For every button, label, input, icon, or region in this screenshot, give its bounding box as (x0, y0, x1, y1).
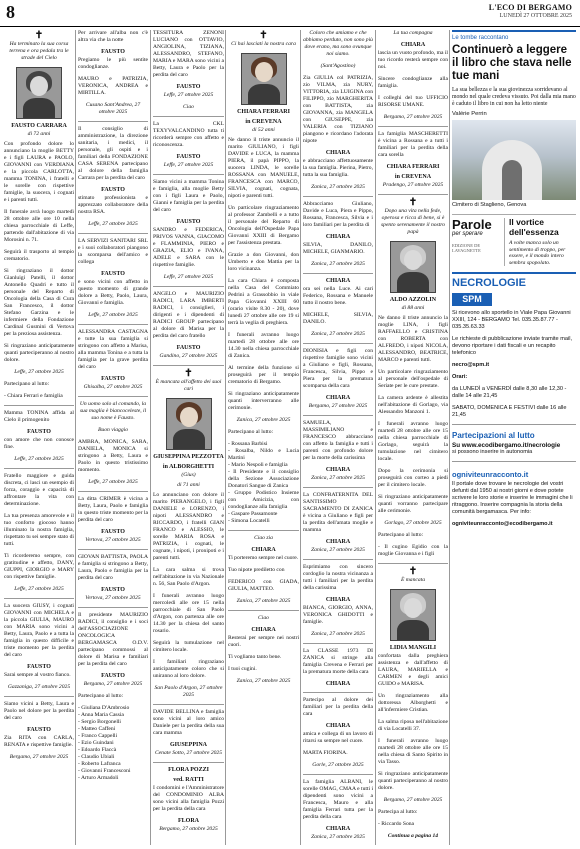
notice-date: Leffe, 27 ottobre 2025 (163, 274, 214, 280)
condolence-text: con amore che non conosce fine. (4, 437, 74, 450)
list-item: - Il cugino Egidio con la moglie Giovanna e i figli (378, 544, 448, 557)
notice-date: Gorle, 27 ottobre 2025 (312, 762, 364, 768)
condolence-text: Ciao (258, 615, 269, 621)
obituary-text: I funerali avranno luogo martedì 28 ottobre alle ore 15 nella chiesa parrocchiale di Gorlago, seguirà la tumulazione nel cimitero locale. (378, 421, 448, 462)
column-divider (150, 30, 151, 845)
obituary-text: La cara salma si trova nell'abitazione in via Nazionale n. 56, San Paolo d'Argon. (153, 567, 224, 587)
condolence-name: FAUSTO (27, 727, 51, 733)
obituary-text: Seguirà la tumulazione nel cimitero locale. (153, 640, 224, 653)
obituary-text: Al termine della funzione si proseguirà per il tempio crematorio di Bergamo. (228, 365, 299, 385)
parole-edition: EDIZIONE DE LAVAGNETTE (452, 243, 481, 253)
header-right (489, 3, 572, 21)
condolence-text: Sarai sempre al vostro fianco. (4, 672, 71, 678)
notice-date: Vertova, 27 ottobre 2025 (85, 537, 141, 543)
column-1 (4, 30, 74, 845)
condolence-name: FAUSTO (27, 664, 51, 670)
notice-date: Zanica, 27 ottobre 2025 (311, 184, 365, 190)
condolence-text: Il consiglio di amministrazione, la direzione sanitaria, i medici, il personale, gli ospiti e i familiari della FONDAZIONE CASA SERENA partecipano al dolore della famiglia Carrara per la perdita del caro (78, 126, 148, 181)
deceased-age: di 88 anni (401, 305, 425, 311)
page-header (0, 0, 580, 27)
parole-subheading: per sperare (452, 231, 483, 237)
column-4 (228, 30, 299, 845)
divider (228, 530, 299, 531)
divider (78, 233, 148, 234)
obituary-text: Con profondo dolore lo annunciano la moglie BETTY e i figli LAURA e PAOLO, GIOVANNI con VERDIANA e la piccola CARLOTTA, mamma TONINA, i fratelli e le sorelle con rispettive famiglie, la suocera, i cognati e i parenti tutti. (4, 141, 74, 203)
notice-date: Bergamo, 27 ottobre 2025 (159, 826, 218, 832)
notice-date: Cenate Sotto, 27 ottobre 2025 (154, 750, 223, 756)
quote-sign: Buon viaggio (98, 427, 128, 433)
notice-date: Leffe, 27 ottobre 2025 (88, 221, 138, 227)
list-item: - Giuliana D'Ambrosio (78, 705, 130, 711)
hours-weekdays: da LUNEDÌ a VENERDÌ dalle 8,30 alle 12,30 - dalle 14 alle 21,45 (452, 386, 567, 400)
column-divider (300, 30, 301, 845)
divider (153, 762, 224, 763)
necrologie-heading: NECROLOGIE (452, 272, 576, 289)
condolence-text: lascia un vuoto profondo, ma il tuo ricordo resterà sempre con noi. (378, 50, 448, 70)
obituary-text: - Chiara Ferrari e famiglia (4, 393, 63, 399)
condolence-text: ALESSANDRA CASTAGNA e tutte la sua famiglia si stringono con affetto a Marisa, alla mamma Tonina e a tutta la famiglia per la grave perdita del caro (78, 329, 148, 370)
obituary-intro: Ci hai lasciati la nostra cara (231, 41, 296, 47)
list-item: - Franco Cappelli (78, 733, 118, 739)
condolence-text: DIONISIA e figli con rispettive famiglie sono vicini a Giuliano e figli, Rossana, Francesca, Silvia, Pippo e Piera per la prematura scomparsa della cara (303, 348, 373, 389)
divider (303, 273, 373, 274)
divider (153, 704, 224, 705)
divider (303, 774, 373, 775)
obituary-text: Il funerale avrà luogo martedì 28 ottobre alle ore 10 nella chiesa parrocchiale di Leffe, partendo dall'abitazione di via Morosini n. 71. (4, 209, 74, 243)
hours-title: Orari: (452, 374, 468, 381)
column-divider (375, 30, 376, 845)
deceased-age: di 52 anni (252, 127, 275, 133)
condolence-name: CHIARA (251, 547, 276, 553)
notice-date: Gazzaniga, 27 ottobre 2025 (7, 684, 71, 690)
condolence-text: LA SERVIZI SANITARI SRL e i suoi collaboratori piangono la scomparsa dell'amico e collega (78, 238, 148, 265)
list-item: - Ezio Guindani (78, 740, 114, 746)
column-divider (449, 30, 450, 845)
obituary-text: Ne danno il triste annuncio il marito GIULIANO, i figli DAVIDE e LUCA, la mamma PIERA, il papà PIPPO, la suocera LINDA, le sorelle ROSSANA con MANUELE, FRANCESCA con MARCO, SILVIA, cognati, cognata, nipoti e parenti tutti. (228, 137, 299, 199)
obituary-text: Un particolare ringraziamento al personale dell'ospedale di Seriate per le cure prestate. (378, 369, 448, 389)
column-3 (153, 30, 224, 845)
divider (153, 174, 224, 175)
condolence-text: Partecipo al dolore dei familiari per la perdita della cara (303, 697, 373, 717)
deceased-name-married: in ALBORGHETTI (162, 464, 215, 470)
notice-date: Zanica, 27 ottobre 2025 (311, 475, 365, 481)
column-6 (378, 30, 448, 845)
cross-icon: ✝ (408, 197, 418, 208)
condolence-text: La CLASSE 1973 DI ZANICA si stringe alla famiglia Crevena e Ferrari per la prematura morte della cara (303, 648, 373, 675)
condolence-text: I colleghi del tuo UFFICIO RISORSE UMANE. (378, 95, 448, 108)
notice-date: Zanica, 27 ottobre 2025 (311, 834, 365, 840)
deceased-photo (16, 67, 62, 119)
list-title: Partecipano al lutto: (228, 429, 274, 435)
list-title: Partecipano al lutto: (378, 532, 424, 538)
notice-date: Zanica, 27 ottobre 2025 (236, 598, 291, 604)
page-number: 8 (6, 2, 15, 22)
condolence-quote: Coloro che amiamo e che abbiamo perduto, non sono più dove erano, ma sono ovunque noi siamo. (303, 30, 373, 57)
condolence-text: DAVIDE BELLINA e famiglia sono vicini al loro amico Daniele per la perdita della sua cara mamma (153, 709, 224, 736)
divider (303, 196, 373, 197)
list-item: - Matteo Caffeni (78, 726, 116, 732)
condolence-text: Zia RITA con CARLA, RENATA e rispettive famiglie. (4, 735, 74, 748)
condolence-text: Ti vogliamo tanto bene. (228, 654, 282, 660)
list-item: - Riccardo Sona (378, 821, 415, 827)
condolence-name: CHIARA (325, 597, 351, 603)
condolence-name: FAUSTO (101, 271, 125, 277)
condolence-name: CHIARA (325, 681, 351, 687)
notice-date: Cusano Sant'Andrea, 27 ottobre 2025 (85, 102, 141, 115)
divider (78, 396, 148, 397)
parole-box (452, 214, 576, 266)
obituary-text: La cara Chiara è composta nella Casa del Commiato Pedrinì a Grassobbio in viale Papa Giovanni XXIII 60 (orario visite 8.30 - 20), dove lunedì 27 ottobre alle ore 19 si terrà la veglia di preghiera. (228, 278, 299, 326)
condolence-text: ora sei nella Luce. Ai cari Federico, Rossana e Manuele tutto il nostro bene. (303, 286, 373, 306)
condolence-name: CHIARA (325, 278, 351, 284)
divider (153, 116, 224, 117)
deceased-photo (390, 589, 436, 641)
deceased-photo (241, 53, 287, 105)
condolence-text: stimato professionista e apprezzato collaboratore della nostra RSA. (78, 195, 148, 215)
obituary-text: La salma riposa nell'abitazione di via Locatelli 37. (378, 719, 448, 732)
condolence-quote: Un uomo solo al comando, la sua maglia è biancoceleste, il suo nome è Fausto. (79, 401, 147, 421)
divider (4, 405, 74, 406)
divider (303, 692, 373, 693)
notice-date: Zanica, 27 ottobre 2025 (311, 631, 365, 637)
notice-date: Zanica, 27 ottobre 2025 (236, 678, 291, 684)
obituary-intro: Ha terminato la sua corsa terrena e ora pedala tra le strade del Cielo (9, 41, 69, 61)
obituary-text: Partecipano al lutto: (4, 381, 50, 387)
mail-info: Le richieste di pubblicazione inviate tramite mail, devono riportare i dati fiscali e un recapito telefonico (452, 336, 573, 357)
cemetery-photo (452, 120, 576, 200)
deceased-name: GIUSEPPINA PEZZOTTA (153, 454, 224, 460)
condolence-text: Abbracciamo Giuliano, Davide e Luca, Piera e Pippo, Rossana, Francesca, Silvia e i loro familiari per la perdita di (303, 201, 373, 228)
cross-icon: ✝ (34, 30, 44, 41)
condolence-name: FLORA (178, 818, 199, 824)
list-item: - Anna Maria Cassia (78, 712, 124, 718)
deceased-name-married: in CREVENA (245, 119, 282, 125)
deceased-name: LIDIA MANGILI (389, 645, 437, 651)
condolence-text: La famiglia ALBANI, le sorelle OMAG, CMAA e tutti i dipendenti sono vicini a Francesca, Mauro e alla famiglia Ferrari tutta per la perdita della cara (303, 779, 373, 820)
condolence-sign: Ciao (183, 104, 194, 110)
list-item: - Rossana Barbisi (228, 441, 268, 447)
parole-quote: A volte manca solo un sentimento di troppo, per essere, e il mondo intero sembra spopolato. (509, 240, 566, 266)
deceased-photo (390, 241, 436, 293)
divider (4, 696, 74, 697)
cross-icon: ✝ (184, 368, 193, 379)
condolence-name: FAUSTO (101, 187, 125, 193)
condolence-name: CHIARA (325, 467, 351, 473)
notice-date: Gorlago, 27 ottobre 2025 (384, 520, 442, 526)
notice-date: Leffe, 27 ottobre 2025 (14, 456, 64, 462)
divider (78, 324, 148, 325)
column-2 (78, 30, 148, 845)
obituary-text: Grazie a don Giovanni, don Umberto e don Mattia per la loro vicinanza. (228, 252, 299, 272)
list-title: Partecipa al lutto: (378, 809, 418, 815)
notice-date: Zanica, 27 ottobre 2025 (311, 547, 365, 553)
notice-date: Bergamo, 27 ottobre 2025 (383, 114, 443, 120)
obituary-text: Dopo la cerimonia si proseguirà con corteo a piedi per il cimitero locale. (378, 468, 448, 488)
condolence-text: Siamo vicini a Betty, Laura e Paolo nel dolore per la perdita del caro (4, 701, 74, 721)
divider (378, 563, 448, 564)
condolence-text: La CONFRATERNITA DEL SANTISSIMO SACRAMENTO DI ZANICA è vicina a Giuliano e figli per la perdita dell'amata moglie e mamma (303, 492, 373, 533)
notice-date: San Paolo d'Argon, 27 ottobre 2025 (154, 685, 223, 698)
condolence-text: SAMUELA, MASSIMILIANO e FRANCESCO abbracciano con affetto la famiglia e tutti i parenti con profondo dolore per la morte della carissima (303, 420, 373, 461)
notice-date: Leffe, 27 ottobre 2025 (14, 586, 64, 592)
obituary-text: I funerali avranno luogo martedì 28 ottobre alle ore 14.30 nella chiesa parrocchiale di Zanica. (228, 332, 299, 359)
divider (378, 126, 448, 127)
condolence-name: CHIARA (251, 627, 276, 633)
condolence-name: CHIARA (325, 539, 351, 545)
condolence-name: FAUSTO (101, 587, 125, 593)
obituary-text: Seguirà il trasporto al tempio crematorio. (4, 249, 74, 262)
notice-date: Bergamo, 27 ottobre 2025 (308, 403, 368, 409)
divider (78, 549, 148, 550)
divider (378, 194, 448, 195)
condolence-text: Pregiamo le più sentite condoglianze. (78, 57, 148, 70)
list-title: Partecipano al lutto: (78, 693, 124, 699)
condolence-name: FAUSTO (27, 429, 51, 435)
condolence-text: GIOVAN BATTISTA, PAOLA e famiglia si stringono a Betty, Laura, Paolo e famiglia per la perdita del caro (78, 554, 148, 581)
notice-date: Bergamo, 27 ottobre 2025 (83, 681, 143, 687)
condolence-name: CHIARA (325, 826, 351, 832)
parole-heading: Parole (452, 217, 492, 232)
obituary-text: I familiari ringraziano anticipatamente coloro che si uniranno al loro dolore. (153, 659, 224, 679)
condolence-name: CHIARA (400, 42, 426, 48)
condolence-text: Tuo nipote prediletto con (228, 567, 285, 573)
ogni-mail[interactable]: ogniviteunracconto@ecodibergamo.it (452, 521, 553, 528)
newspaper-name: L'ECO DI BERGAMO (488, 3, 572, 12)
list-item: - Roberto Lafranca (78, 761, 121, 767)
obituary-text: Si ringraziano anticipatamente quanti interverranno alle cerimonie. (228, 391, 299, 411)
deceased-name: FLORA POZZI (168, 767, 209, 773)
obituary-text: Ne danno il triste annuncio la moglie LINA, i figli RAFFAELLO e CRISTINA con ROBERTA con ALFREDO, i nipoti NICOLA, ALESSANDRO, BEATRICE, MARCO e parenti tutti. (378, 315, 448, 363)
condolence-text: ANGELO e MAURIZIO RADICI, LARA IMBERTI RADICI, i consiglieri, i dirigenti e i dipendenti di RADICI GROUP partecipano al dolore di Marisa per la perdita del caro fratello (153, 291, 224, 339)
notice-date: Bergamo, 27 ottobre 2025 (383, 797, 443, 803)
condolence-text: Mamma TONINA affida al Cielo il primogenito (4, 410, 74, 423)
list-item: - Claudio Ubiali (78, 754, 115, 760)
divider (303, 643, 373, 644)
divider (78, 491, 148, 492)
participants-list (228, 441, 299, 525)
notice-date: Leffe, 27 ottobre 2025 (88, 479, 138, 485)
condolence-text: Ti porteremo sempre nel cuore. (228, 555, 299, 561)
deceased-name-married: ved. RATTI (173, 777, 204, 783)
condolence-text: Il presidente MAURIZIO RADICI, il consiglio e i soci dell'ASSOCIAZIONE ONCOLOGICA BERGAMASCA O.D.V. partecipano commossi al dolore di Marisa e familiari per la perdita del caro (78, 612, 148, 667)
parole-right (504, 218, 576, 266)
condolence-text: MAURO e PATRIZIA, VERONICA, ANDREA e MIRTILLA. (78, 76, 148, 96)
condolence-text: La CKL TEXYVALCANDINO tutta ti ricorderà sempre con affetto e riconoscenza. (153, 121, 224, 148)
deceased-age: di 72 anni (27, 131, 51, 137)
divider (153, 286, 224, 287)
condolence-name: CHIARA (325, 723, 351, 729)
condolence-text: I condomini e l'Amministratore del CONDOMINIO ALBA sono vicini alla famiglia Pozzi per la perdita della cara (153, 785, 224, 812)
obituary-intro: È mancata all'affetto dei suoi cari (155, 379, 222, 392)
deceased-name: ALDO AZZOLIN (389, 297, 437, 303)
divider (452, 461, 576, 462)
obituary-text: Un particolare ringraziamento al professor Zambelli e a tutto il personale del Reparto di Oncologia dell'Ospedale Papa Giovanni XXIII di Bergamo per l'assistenza prestata. (228, 205, 299, 246)
list-item: - Giovanni Francesconi (78, 768, 131, 774)
condolence-text: Ciao zia (254, 535, 273, 541)
condolence-text: I tuoi cugini. (228, 666, 257, 672)
list-item: - Rosalba, Nildo e Lucia Martini (228, 448, 299, 461)
condolence-text: TESSITURA ZENONI LUCIANO con OTTAVIO, ANGIOLINA, TIZIANA, ALESSANDRO, STEFANO, MARIA e MARA sono vicini a Betty, Laura e Paolo per la perdita del caro (153, 30, 224, 78)
deceased-name: FAUSTO CARRARA (11, 123, 67, 129)
condolence-text: SANDRO e FEDERICA, PRIVOS VANNA, GIACOMO e FLAMMINIA, PIERO e GRAZIA, ELIO e IVANA, ADELE e SARA con le rispettive famiglie. (153, 227, 224, 268)
continue-note: Continua a pagina 14 (387, 833, 439, 839)
condolence-text: La suocera GIUSY, i cognati GIOVANNI con MICHELA e la piccola GIULIA, MAURO con MARIA sono vicini a Betty, Laura, Paolo e a tutta la famiglia in questo difficile e triste momento per la perdita del caro (4, 603, 74, 658)
notice-date: Zanica, 27 ottobre 2025 (311, 261, 365, 267)
list-item: - Gaspare Passamonte (228, 511, 278, 517)
condolence-sign: MICHELE, SILVIA, DANILO. (303, 312, 373, 325)
column-divider (75, 30, 76, 845)
online-url[interactable]: Su www.ecodibergamo.it/necrologie (452, 442, 561, 450)
quote-sign: (Sant'Agostino) (320, 63, 356, 69)
obituary-text: Lo annunciano con dolore il marito PIERANGELO, i figli DANIELE e LORENZO, i nipoti ALESSANDRO e RICCARDO, i fratelli GIAN FRANCO e ALESSIO, le sorelle MARIA ROSA e PATRIZIA, i cognati, le cognate, i nipoti, i pronipoti e i parenti tutti. (153, 492, 224, 561)
divider (452, 424, 576, 425)
condolence-text: Zia GIULIA col PATRIZIA, zio VILMA, zia NURY, VITTORIA, zia LUIGINA con FILIPPO, zio MARGHERITA con BATTISTA, zia GIOVANNA, zia MANGELA con GIUSEPPE, zia VALERIA con TIZIANO piangono e ricordano l'adorata nipote (303, 75, 373, 144)
divider (4, 598, 74, 599)
divider (303, 559, 373, 560)
feature-text: La sua bellezza e la sua giovinezza sorridevano al mondo nel quale credeva vissuto. Poi dalla mia mano è caduto il libro in cui non ha letto niente (452, 87, 576, 107)
deceased-photo (166, 398, 212, 450)
obituary-intro: Dopo una vita nella fede, operosa e ricca di bene, si è spento serenamente il nostro papà (380, 208, 446, 235)
notice-date: Leffe, 27 ottobre 2025 (88, 312, 138, 318)
list-item: - Simona Locatelli (228, 518, 270, 524)
list-item: - Gruppo Podistico Insieme con Amicizia, con condoglianze alla famiglia (228, 490, 299, 510)
condolence-name: FAUSTO (176, 219, 201, 225)
online-title: Partecipazioni al lutto (452, 431, 535, 441)
obituary-text: I funerali avranno luogo martedì 28 ottobre alle ore 15 nella chiesa di Santo Spirito in via Tasso. (378, 738, 448, 765)
divider (303, 343, 373, 344)
condolence-text: Ti ricorderemo sempre, con gratitudine e affetto, DANY, GIUPPI, GIORGIO e MARY con rispettive famiglie. (4, 553, 74, 580)
divider (303, 487, 373, 488)
online-text: si possono inserire in autonomia (452, 449, 533, 456)
divider (78, 607, 148, 608)
office-info: Si ricevono allo sportello in Viale Papa Giovanni XXIII, 124 - BERGAMO Tel. 035.35.87.77 - 035.35.63.33 (452, 310, 571, 331)
list-item: - Arturo Armadoli (78, 775, 119, 781)
condolence-name: CHIARA (325, 395, 351, 401)
ogni-title[interactable]: ogniviteunracconto.it (452, 470, 529, 480)
condolence-text: La famiglia MASCHERETTI è vicina a Rossana e a tutti i familiari per la perdita della cara sorella (378, 131, 448, 158)
condolence-text: SILVIA, DANILO, MICHELE, GIANMARIO. (303, 242, 373, 255)
divider (228, 610, 299, 611)
mail-address[interactable]: necro@spm.it (452, 362, 490, 369)
condolence-name: CHIARA (325, 234, 351, 240)
condolence-name: FAUSTO (101, 529, 125, 535)
obituary-intro: È mancata (400, 577, 426, 583)
notice-date: Bergamo, 27 ottobre 2025 (9, 754, 69, 760)
condolence-name: FAUSTO (176, 345, 201, 351)
condolence-name: FAUSTO (176, 154, 201, 160)
condolence-name: FAUSTO (101, 673, 125, 679)
parole-title: Il vortice dell'essenza (509, 217, 559, 237)
obituary-text: Un ringraziamento alla dottoressa Alborghetti e all'infermiere Cristian. (378, 693, 448, 713)
condolence-text: BIANCA, GIORGIO, ANNA, VERONICA GHIDOTTI e famiglie. (303, 605, 373, 625)
condolence-text: Sincere condoglianze alla famiglia. (378, 76, 448, 89)
notice-date: Zanica, 27 ottobre 2025 (311, 331, 365, 337)
notice-date: Leffe, 27 ottobre 2025 (163, 92, 214, 98)
condolence-sign: MARTA FIORINA. (303, 750, 348, 756)
condolence-text: Fratello maggiore e guida discreta, ci lasci un esempio di forza, coraggio e capacità di affrontare la vita con determinazione. (4, 473, 74, 507)
parole-left (452, 218, 504, 266)
column-divider (225, 30, 226, 845)
obituary-text: Si ringraziano anticipatamente quanti parteciperanno al nostro dolore. (4, 343, 74, 363)
feature-author: Valérie Perrin (452, 111, 487, 117)
divider (303, 415, 373, 416)
feature-title: Continuerò a leggere il libro che stava nelle tue mani (452, 44, 572, 82)
notice-date: Vertova, 27 ottobre 2025 (85, 595, 141, 601)
condolence-name-married: in CREVENA (394, 174, 432, 180)
condolence-intro: La tua compagna (393, 30, 433, 36)
condolence-text: AMBRA, MONICA, SARA, DANIELA, MONICA si stringono a Betty, Laura e Paolo in questo tristissimo momento. (78, 439, 148, 473)
divider (153, 365, 224, 366)
list-item: - Il Presidente e il consiglio della Sezione Associazione Donatori Sangue di Zanica (228, 469, 299, 489)
section-kicker: Le tombe raccontano (452, 30, 576, 41)
column-5 (303, 30, 373, 845)
obituary-text: Si ringraziano anticipatamente quanti vorranno partecipare alle cerimonie. (378, 494, 448, 514)
obituary-text: I funerali avranno luogo mercoledì alle ore 15 nella parrocchiale di San Paolo d'Argon, con partenza alle ore 14.30 per la chiesa del santo rosario. (153, 593, 224, 634)
obituary-text: La camera ardente è allestita nell'abitazione di Gorlago, via Alessandro Manzoni 1. (378, 395, 448, 415)
condolence-text: Resterai per sempre nei nostri cuori. (228, 635, 299, 648)
notice-date: Leffe, 27 ottobre 2025 (14, 369, 64, 375)
list-item: - Mario Nespoli e famiglia (228, 462, 288, 468)
spm-logo: SPM (452, 293, 492, 306)
notice-date: Leffe, 27 ottobre 2025 (163, 162, 214, 168)
condolence-text: e abbracciano affettuosamente la sua famiglia. Pierina, Pietro, tutta la sua famiglia. (303, 158, 373, 178)
divider (4, 468, 74, 469)
deceased-nickname: (Gius) (181, 472, 196, 478)
list-item: - Sergio Borgonelli (78, 719, 121, 725)
notice-date: Gandino, 27 ottobre 2025 (159, 353, 218, 359)
condolence-name: FAUSTO (101, 49, 125, 55)
obituary-text: Si ringraziano anticipatamente quanti parteciperanno al nostro dolore. (378, 771, 448, 791)
notice-date: Pradengo, 27 ottobre 2025 (382, 182, 444, 188)
cross-icon: ✝ (408, 566, 418, 577)
list-item: - Edoardo Flaccà (78, 747, 117, 753)
condolence-name: FAUSTO (176, 84, 201, 90)
condolence-text: La tua presenza amorevole e il tuo conforto giocoso hanno illuminato la nostra famiglia, rispettato tu sei sempre stato di tutti. (4, 513, 74, 547)
issue-date: LUNEDÌ 27 OTTOBRE 2025 (499, 13, 572, 19)
participants-list (78, 705, 148, 782)
condolence-text: Esprimiamo con sincero cordoglio la nostra vicinanza a tutti i familiari per la perdita della carissima (303, 564, 373, 591)
cross-icon: ✝ (259, 30, 268, 41)
obituary-text: Si ringraziano il dottor Gianluigi Patelli, il dottor Antonello Quadri e tutto il personale del Reparto di Oncologia della Casa di Cura San Francesco, il dottor Stefano Garzina e le infermiere della Fondazione Cardinal Gusmini di Vertova per la preziosa assistenza. (4, 268, 74, 337)
notice-date: Ghisalba, 27 ottobre 2025 (83, 384, 143, 390)
ogni-text: Il portale dove trovare le necrologie dei vostri defunti dal 1950 ai nostri giorni e dove potete scrivere le loro storie e inserire le immagini che li ritraggono. Inserire compagnia la storia della comunità bergamasca. Per info: (452, 481, 573, 516)
condolence-text: Per arrivare all'alba non c'è altra via che la notte (78, 30, 148, 43)
notice-date: Zanica, 27 ottobre 2025 (236, 417, 291, 423)
hours-weekend: SABATO, DOMENICA E FESTIVI dalle 16 alle 21,45 (452, 405, 567, 419)
divider (78, 121, 148, 122)
condolence-text: Siamo vicini a mamma Tonina e famiglia, alla moglie Betty con i figli Laura e Paolo, Gianni e famiglia per la perdita del caro (153, 179, 224, 213)
condolence-text: amica e collega di un lavoro di ritarsi su sempre nel cuore. (303, 731, 373, 744)
condolence-name: CHIARA (325, 150, 351, 156)
condolence-name: CHIARA FERRARI (386, 164, 440, 170)
right-sidebar (452, 30, 576, 845)
condolence-name: FAUSTO (101, 376, 125, 382)
deceased-name: CHIARA FERRARI (237, 109, 290, 115)
obituary-text: confortata dalla preghiera assistenza e dall'affetto di LAURA, MARIELLA e CARMEN e degli amici GUIDO e MARISA. (378, 653, 448, 687)
condolence-text: FEDERICO con GIADA, GIULIA, MATTEO. (228, 579, 299, 592)
condolence-text: e sono vicini con affetto in questo momento di grande dolore a Betty, Paolo, Laura, Giovanni e famiglia. (78, 279, 148, 306)
condolence-name: GIUSEPPINA (169, 742, 207, 748)
condolence-text: La ditta CRIMER è vicina a Betty, Laura, Paolo e famiglia in questo triste momento per la perdita del caro (78, 496, 148, 523)
deceased-age: di 71 anni (177, 482, 200, 488)
photo-caption: Cimitero di Staglieno, Genova (452, 202, 527, 208)
